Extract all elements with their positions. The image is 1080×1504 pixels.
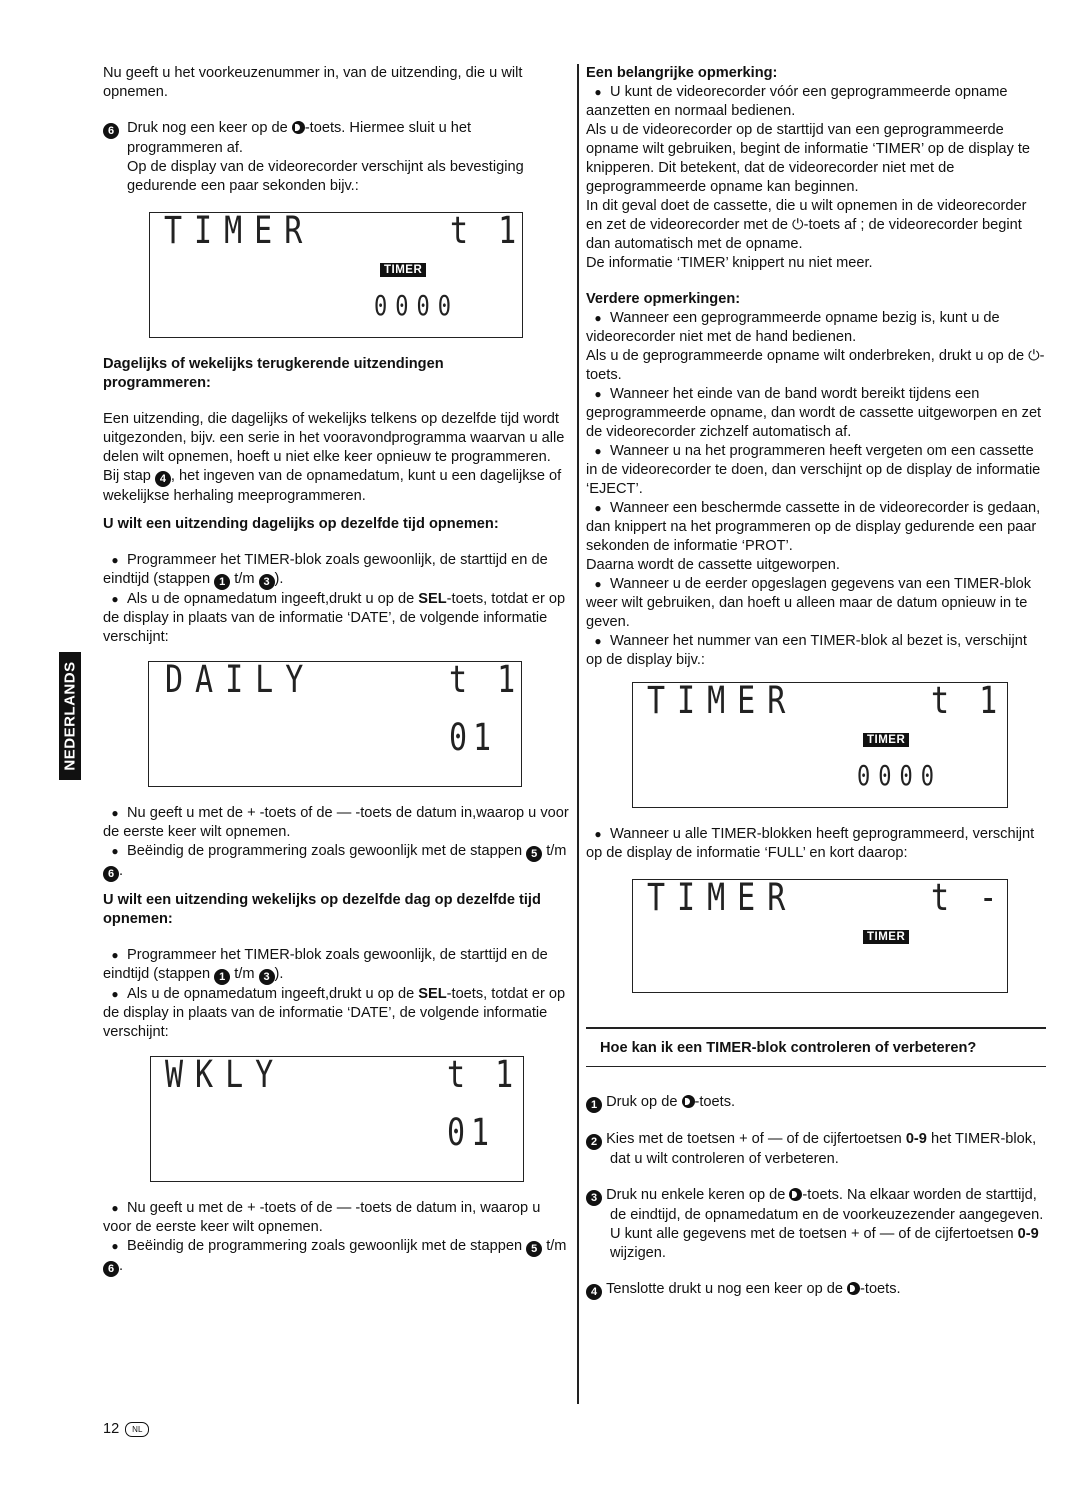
- timer-dial-icon: [292, 121, 305, 134]
- timer-dial-icon: [789, 1188, 802, 1201]
- check-step-2: 2 Kies met de toetsen + of — of de cijfertoetsen 0-9 het TIMER-blok, dat u wilt controleren of verbeteren.: [586, 1130, 1046, 1169]
- lcd-line1: WKLY: [165, 1053, 286, 1097]
- heading-check: Hoe kan ik een TIMER-blok controleren of verbeteren?: [600, 1039, 977, 1056]
- lcd-program: t 1: [449, 658, 522, 702]
- weekly-bullet-3: ● Nu geeft u met de + -toets of de — -toets de datum in, waarop u voor de eerste keer wilt opnemen.: [103, 1199, 569, 1237]
- full-bullet: ● Wanneer u alle TIMER-blokken heeft geprogrammeerd, verschijnt op de display de informatie ‘FULL’ en kort daarop:: [586, 825, 1046, 863]
- page-footer: [103, 1420, 149, 1439]
- timer-dial-icon: [847, 1282, 860, 1295]
- check-step-3-note: U kunt alle gegevens met de toetsen + of — of de cijfertoetsen 0-9 wijzigen.: [610, 1226, 1039, 1261]
- important-bullet-1: ● U kunt de videorecorder vóór een geprogrammeerde opname aanzetten en normaal bedienen.: [586, 83, 1046, 121]
- lcd-program: t -: [931, 876, 1004, 920]
- page-number: 12: [103, 1421, 120, 1437]
- lcd-display-full: [632, 876, 1008, 993]
- lcd-program: t 1: [450, 209, 523, 253]
- heading-daily: U wilt een uitzending dagelijks op dezelfde tijd opnemen:: [103, 516, 499, 532]
- column-divider: [577, 64, 579, 1404]
- check-step-1: 1 Druk op de -toets.: [586, 1093, 1046, 1113]
- step-number-6: 6: [103, 123, 119, 139]
- weekly-bullet-4: ● Beëindig de programmering zoals gewoonlijk met de stappen 5 t/m 6 .: [103, 1237, 569, 1277]
- lcd-display-weekly: [150, 1053, 524, 1182]
- heading-weekly: U wilt een uitzending wekelijks op dezelfde dag op dezelfde tijd opnemen:: [103, 892, 541, 927]
- lcd-day: 01: [447, 1111, 496, 1155]
- further-bullet-1: ● Wanneer een geprogrammeerde opname bezig is, kunt u de videorecorder niet met de hand bedienen.: [586, 309, 1046, 347]
- lcd-program: t 1: [931, 679, 1004, 723]
- heading-recurring: Dagelijks of wekelijks terugkerende uitzendingen programmeren:: [103, 356, 444, 391]
- timer-dial-icon: [682, 1095, 695, 1108]
- lcd-display-timer: [149, 209, 523, 338]
- further-bullet-3: ● Wanneer u na het programmeren heeft vergeten om een cassette in de videorecorder te doen, dan verschijnt op de display de informatie ‘EJECT’.: [586, 442, 1046, 499]
- further-bullet-4: ● Wanneer een beschermde cassette in de videorecorder is gedaan, dan knippert na het programmeren op de display gedurende een paar sekonden de informatie ‘PROT’.: [586, 499, 1046, 556]
- lcd-display-daily: [148, 658, 522, 787]
- lcd-day: 01: [449, 716, 498, 760]
- further-bullet-5: ● Wanneer u de eerder opgeslagen gegevens van een TIMER-blok weer wilt gebruiken, dan hoeft u alleen maar de datum opnieuw in te geven.: [586, 575, 1046, 632]
- language-tab: [59, 652, 81, 780]
- lcd-time: 0000: [374, 291, 459, 323]
- recurring-step-note: Bij stap 4 , het ingeven van de opnamedatum, kunt u een dagelijkse of wekelijkse herhaling meeprogrammeren.: [103, 468, 562, 504]
- step-6: 6 Druk nog een keer op de -toets. Hiermee sluit u het programmeren af.: [103, 119, 569, 158]
- lcd-time: 0000: [857, 761, 942, 793]
- lcd-line1: TIMER: [164, 209, 315, 253]
- recurring-paragraph: Een uitzending, die dagelijks of wekelijks telkens op dezelfde tijd wordt uitgezonden, bijv. een serie in het vooravondprogramma waarvan u alle delen wilt opnemen, hoeft u niet elke keer opnieuw te programmeren.: [103, 411, 565, 465]
- lcd-program: t 1: [447, 1053, 520, 1097]
- weekly-bullet-2: ● Als u de opnamedatum ingeeft,drukt u op de SEL-toets, totdat er op de display in plaats van de informatie ‘DATE’, de volgende informatie verschijnt:: [103, 985, 569, 1042]
- important-para-4: De informatie ‘TIMER’ knippert nu niet meer.: [586, 255, 873, 271]
- lcd-line1: DAILY: [165, 658, 316, 702]
- weekly-bullet-1: ● Programmeer het TIMER-blok zoals gewoonlijk, de starttijd en de eindtijd (stappen 1 t/m 3 ).: [103, 946, 569, 985]
- further-para-1: Als u de geprogrammeerde opname wilt onderbreken, drukt u op de ⏻-toets.: [586, 348, 1045, 383]
- timer-badge: TIMER: [863, 733, 909, 747]
- language-badge: NL: [125, 1422, 149, 1437]
- lcd-display-occupied: [632, 679, 1008, 808]
- daily-bullet-2: ● Als u de opnamedatum ingeeft,drukt u op de SEL-toets, totdat er op de display in plaats van de informatie ‘DATE’, de volgende informatie verschijnt:: [103, 590, 569, 647]
- important-para-2: Als u de videorecorder op de starttijd van een geprogrammeerde opname wilt gebruiken, begint de informatie ‘TIMER’ op de display te knipperen. Dit betekent, dat de videorecorder niet met de geprogrammeerde opname kan beginnen.: [586, 122, 1030, 195]
- daily-bullet-3: ● Nu geeft u met de + -toets of de — -toets de datum in,waarop u voor de eerste keer wilt opnemen.: [103, 804, 569, 842]
- left-column: [103, 64, 569, 1277]
- further-bullet-6: ● Wanneer het nummer van een TIMER-blok al bezet is, verschijnt op de display bijv.:: [586, 632, 1046, 670]
- check-step-4: 4 Tenslotte drukt u nog een keer op de -toets.: [586, 1280, 1046, 1300]
- step-6-note: Op de display van de videorecorder verschijnt als bevestiging gedurende een paar sekonden bijv.:: [127, 159, 524, 194]
- heading-important: Een belangrijke opmerking:: [586, 65, 778, 81]
- heading-further: Verdere opmerkingen:: [586, 291, 741, 307]
- language-tab-label: NEDERLANDS: [61, 661, 79, 771]
- timer-badge: TIMER: [863, 930, 909, 944]
- lcd-line1: TIMER: [647, 876, 798, 920]
- intro-text: Nu geeft u het voorkeuzenummer in, van de uitzending, die u wilt opnemen.: [103, 65, 523, 100]
- check-step-3: 3 Druk nu enkele keren op de -toets. Na elkaar worden de starttijd, de eindtijd, de opnamedatum en de voorkeuzezender aangegeven.: [586, 1186, 1046, 1225]
- daily-bullet-4: ● Beëindig de programmering zoals gewoonlijk met de stappen 5 t/m 6 .: [103, 842, 569, 882]
- lcd-line1: TIMER: [647, 679, 798, 723]
- right-column: [586, 64, 1046, 1300]
- daily-bullet-1: ● Programmeer het TIMER-blok zoals gewoonlijk, de starttijd en de eindtijd (stappen 1 t/m 3 ).: [103, 551, 569, 590]
- important-para-3: In dit geval doet de cassette, die u wilt opnemen in de videorecorder en zet de videorecorder met de ⏻-toets af ; de videorecorder begint dan automatisch met de opname.: [586, 198, 1027, 252]
- further-para-4: Daarna wordt de cassette uitgeworpen.: [586, 557, 840, 573]
- further-bullet-2: ● Wanneer het einde van de band wordt bereikt tijdens een geprogrammeerde opname, dan wordt de cassette uitgeworpen en zet de videorecorder zichzelf automatisch af.: [586, 385, 1046, 442]
- timer-badge: TIMER: [380, 263, 426, 277]
